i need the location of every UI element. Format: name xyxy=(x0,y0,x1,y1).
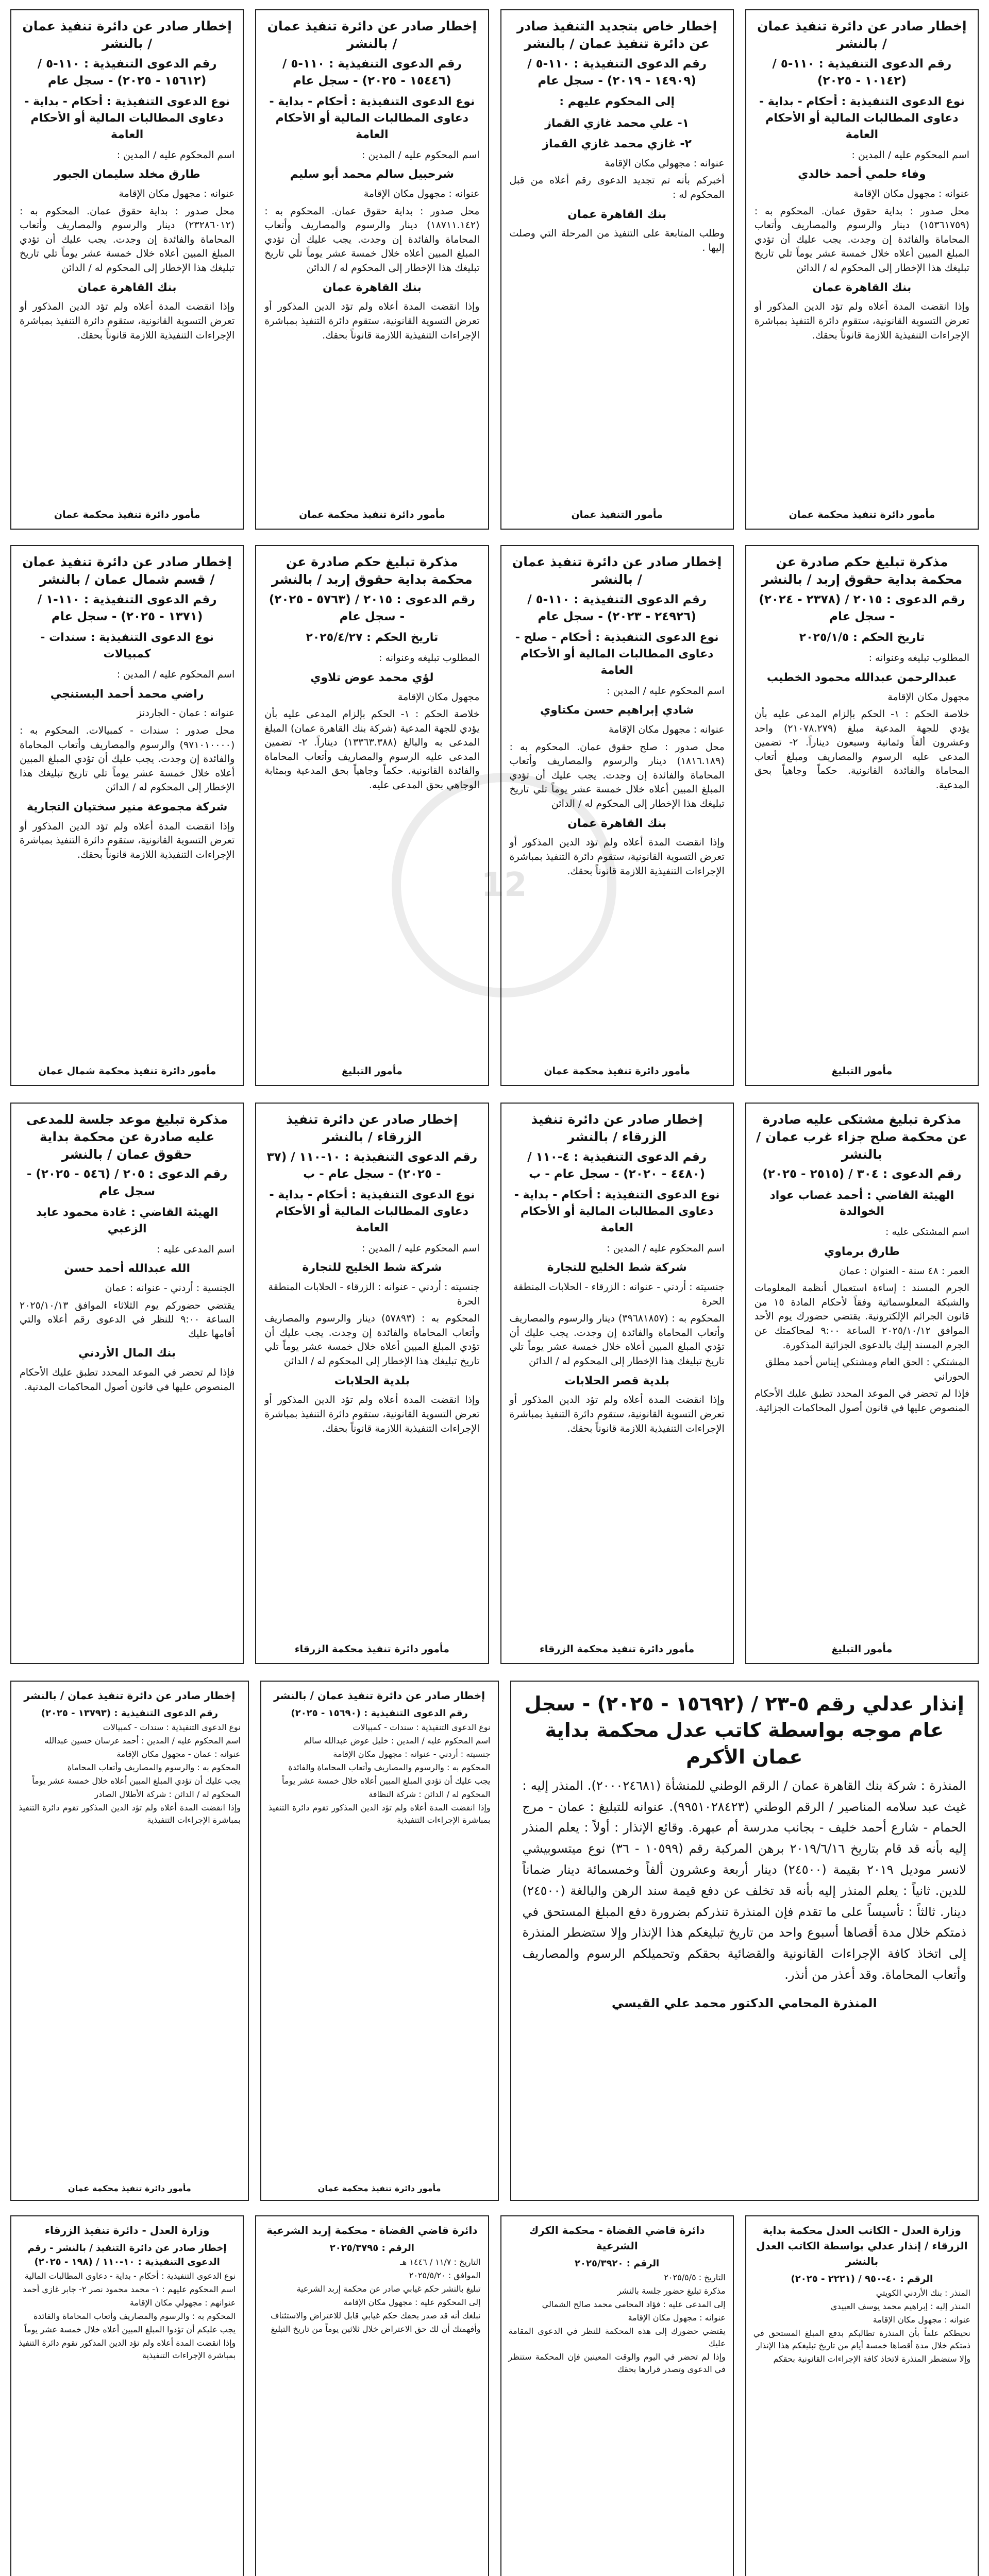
defendant-name: عبدالرحمن عبدالله محمود الخطيب xyxy=(766,671,957,684)
legal-warning-signature: المنذرة المحامي الدكتور محمد علي القيسي xyxy=(611,1995,877,2010)
notice-row-5 xyxy=(10,2215,979,2576)
notice-row-2 xyxy=(10,545,979,1086)
notice-warning: فإذا لم تحضر في الموعد المحدد تطبق عليك الأحكام المنصوص عليها في قانون أصول المحاكمات المدنية. xyxy=(20,1367,235,1393)
defendant-name: شادي إبراهيم حسن مكتاوي xyxy=(540,704,694,717)
notice-title: دائرة قاضي القضاة - محكمة إربد الشرعية xyxy=(266,2224,478,2236)
notice-line: وإذا انقضت المدة أعلاه ولم تؤد الدين المذكور تقوم دائرة التنفيذ بمباشرة الإجراءات التنفيذية xyxy=(268,1803,491,1825)
legal-warning-body: المنذرة : شركة بنك القاهرة عمان / الرقم الوطني للمنشأة (٢٠٠٠٢٤٦٨١). المنذر إليه : غيث عبد سلامه المناصير / الرقم الوطني (٩٩٥١٠٢٨٤٢٣). عنوانه للتبليغ : عمان - مرج الحمام - شارع أحمد خليف - بجانب مدرسة أم عبهرة. وقائع الإنذار : أولاً : يعلم المنذر إليه بأنه قد قام بتاريخ ٢٠١٩/٦/١٦ برهن المركبة رقم (١٠٥٩٩ - ٣٦) نوع ميتسوبيشي لانسر موديل ٢٠١٩ بقيمة (٢٤٥٠٠) دينار أربعة وعشرون ألفاً وخمسمائة دينار ضماناً للدين. ثانياً : يعلم المنذر إليه بأنه قد تخلف عن دفع قيمة سند الرهن والبالغة (٢٤٥٠٠) دينار. ثالثاً : تأسيساً على ما تقدم فإن المنذرة تنذركم بضرورة دفع المبلغ المستحق في ذمتكم خلال مدة أقصاها أسبوع واحد من تاريخ تبليغكم هذا الإنذار وإلا ستضطر المنذرة إلى اتخاذ كافة الإجراءات القانونية والقضائية بحقكم وتحميلكم الرسوم والمصاريف وأتعاب المحاماة. وقد أعذر من أنذر. xyxy=(522,1778,967,1982)
case-type: نوع الدعوى التنفيذية : أحكام - بداية - دعاوى المطالبات المالية أو الأحكام العامة xyxy=(514,1189,720,1234)
notice-card xyxy=(255,9,489,530)
notice-warning: وإذا انقضت المدة أعلاه ولم تؤد الدين المذكور أو تعرض التسوية القانونية، ستقوم دائرة التنفيذ بمباشرة الإجراءات التنفيذية اللازمة قانوناً بحقك. xyxy=(509,837,725,877)
notice-footer: مأمور دائرة تنفيذ محكمة عمان xyxy=(789,509,935,521)
judgment-date: تاريخ الحكم : ٢٠٢٥/٤/٢٧ xyxy=(306,631,439,645)
defendant-address: عنوانه : مجهولي مكان الإقامة xyxy=(605,157,725,169)
notice-line: إلى المحكوم عليه : مجهول مكان الإقامة xyxy=(343,2297,481,2307)
notice-line: وإلا ستضطر المنذرة لاتخاذ كافة الإجراءات القانونية بحقكم xyxy=(773,2354,970,2364)
defendant-label: المطلوب تبليغه وعنوانه : xyxy=(379,652,480,664)
notice-title: إخطار صادر عن دائرة تنفيذ الزرقاء / بالنشر xyxy=(531,1112,703,1144)
notice-body: الجرم المسند : إساءة استعمال أنظمة المعلومات والشبكة المعلوسماتية وفقاً لأحكام المادة ١٥ من قانون الجرائم الإلكترونية. يقتضي حضورك يوم الأحد الموافق ٢٠٢٥/١٠/١٢ الساعة ٩:٠٠ لمحاكمتك عن الجرم المسند إليك بالدعوى الجزائية المذكورة. xyxy=(754,1282,969,1351)
watermark-seal: 12 xyxy=(392,773,616,997)
notice-line: يجب عليكم أن تؤدوا المبلغ المبين أعلاه خلال خمسة عشر يوماً xyxy=(24,2325,236,2334)
notice-line: التاريخ : ١١/٧ / ١٤٤٦ هـ xyxy=(400,2257,481,2267)
notice-body: أخبركم بأنه تم تجديد الدعوى رقم أعلاه من قبل المحكوم له : xyxy=(509,175,725,200)
notice-body: محل صدور : بداية حقوق عمان. المحكوم به : (١٨٧١١.١٤٢) دينار والرسوم والمصاريف وأتعاب المحاماة والفائدة إن وجدت. يجب عليك أن تؤدي المبلغ المبين أعلاه خلال خمسة عشر يوماً تلي تاريخ تبليغك هذا الإخطار إلى المحكوم له / الدائن xyxy=(264,205,480,274)
notice-line: المحكوم به : والرسوم والمصاريف وأتعاب المحاماة والفائدة xyxy=(288,1762,491,1772)
notice-warning: وإذا انقضت المدة أعلاه ولم تؤد الدين المذكور أو تعرض التسوية القانونية، ستقوم دائرة التنفيذ بمباشرة الإجراءات التنفيذية اللازمة قانوناً بحقك. xyxy=(509,1394,725,1434)
notice-footer: مأمور دائرة تنفيذ محكمة عمان xyxy=(54,509,200,521)
defendant-address: مجهول مكان الإقامة xyxy=(397,691,480,703)
notice-footer: مأمور دائرة تنفيذ محكمة شمال عمان xyxy=(38,1065,216,1077)
defendant-label: اسم المحكوم عليه / المدين : xyxy=(361,1242,480,1254)
notice-row-4 xyxy=(10,1681,979,2201)
notice-card xyxy=(10,1103,244,1664)
defendant-address: جنسيته : أردني - عنوانه : الزرقاء - الحلابات المنطقة الحرة xyxy=(268,1281,480,1307)
notice-footer: مأمور التبليغ xyxy=(341,1065,403,1077)
notice-title: وزارة العدل - الكاتب العدل محكمة بداية الزرقاء / إنذار عدلي بواسطة الكاتب العدل بالنشر xyxy=(756,2224,968,2267)
notice-title: مذكرة تبليغ حكم صادرة عن محكمة بداية حقوق إربد / بالنشر xyxy=(272,554,473,587)
defendant-label: اسم المدعى عليه : xyxy=(157,1243,235,1255)
defendant-label: اسم المحكوم عليه / المدين : xyxy=(851,149,969,161)
notice-body: يقتضي حضوركم يوم الثلاثاء الموافق ٢٠٢٥/١٠/١٣ الساعة ٩:٠٠ للنظر في الدعوى رقم أعلاه والتي أقامها عليك xyxy=(20,1299,235,1340)
notice-line: نوع الدعوى التنفيذية : أحكام - بداية - دعاوى المطالبات المالية xyxy=(24,2271,236,2281)
notice-line: يجب عليك أن تؤدي المبلغ المبين أعلاه خلال خمسة عشر يوماً xyxy=(32,1776,241,1786)
defendant-name: الله عبدالله أحمد حسن xyxy=(64,1262,191,1276)
case-type: نوع الدعوى التنفيذية : أحكام - بداية - دعاوى المطالبات المالية أو الأحكام العامة xyxy=(759,95,965,141)
case-type: نوع الدعوى التنفيذية : سندات - كمبيالات xyxy=(40,631,214,661)
notice-line: وإذا انقضت المدة أعلاه ولم تؤد الدين المذكور تقوم دائرة التنفيذ بمباشرة الإجراءات التنفيذية xyxy=(19,2338,236,2360)
notice-card xyxy=(10,545,244,1086)
case-type: نوع الدعوى التنفيذية : أحكام - بداية - دعاوى المطالبات المالية أو الأحكام العامة xyxy=(269,1189,475,1234)
notice-warning: وإذا انقضت المدة أعلاه ولم تؤد الدين المذكور أو تعرض التسوية القانونية، ستقوم دائرة التنفيذ بمباشرة الإجراءات التنفيذية اللازمة قانوناً بحقك. xyxy=(20,820,235,860)
creditor-name: بنك القاهرة عمان xyxy=(323,281,422,294)
notice-footer: مأمور التبليغ xyxy=(831,1065,893,1077)
notice-body: محل صدور : بداية حقوق عمان. المحكوم به : (١٥٣٦١٧٥٩) دينار والرسوم والمصاريف وأتعاب المحاماة والفائدة إن وجدت. يجب عليك أن تؤدي المبلغ المبين أعلاه خلال خمسة عشر يوماً تلي تاريخ تبليغك هذا الإخطار إلى المحكوم له / الدائن xyxy=(754,205,969,274)
notice-footer: مأمور التنفيذ عمان xyxy=(571,509,663,521)
notice-title: إخطار صادر عن دائرة تنفيذ عمان / قسم شمال عمان / بالنشر xyxy=(22,554,232,587)
case-number: رقم الدعوى : ٢٠١٥ / (٥٧٦٣ - ٢٠٢٥) - سجل عام xyxy=(269,592,475,623)
case-type: نوع الدعوى التنفيذية : أحكام - بداية - دعاوى المطالبات المالية أو الأحكام العامة xyxy=(24,95,230,141)
notice-warning: فإذا لم تحضر في الموعد المحدد تطبق عليك الأحكام المنصوص عليها في قانون أصول المحاكمات الجزائية. xyxy=(754,1388,969,1414)
notice-card xyxy=(255,1103,489,1664)
defendant-name: طارق مخلد سليمان الجبور xyxy=(54,168,200,181)
creditor-name: بنك القاهرة عمان xyxy=(812,281,912,294)
notice-card xyxy=(255,2215,489,2576)
notice-warning: وإذا انقضت المدة أعلاه ولم تؤد الدين المذكور أو تعرض التسوية القانونية، ستقوم دائرة التنفيذ بمباشرة الإجراءات التنفيذية اللازمة قانوناً بحقك. xyxy=(20,301,235,341)
notice-footer: مأمور دائرة تنفيذ محكمة عمان xyxy=(68,2183,191,2193)
case-type: نوع الدعوى التنفيذية : أحكام - بداية - دعاوى المطالبات المالية أو الأحكام العامة xyxy=(269,95,475,141)
notice-body: المحكوم به : (٣٩٦٨١٨٥٧) دينار والرسوم والمصاريف وأتعاب المحاماة والفائدة إن وجدت. يجب عليك أن تؤدي المبلغ المبين أعلاه خلال خمسة عشر يوماً تلي تاريخ تبليغك هذا الإخطار إلى المحكوم له / الدائن xyxy=(509,1313,725,1367)
judgment-date: تاريخ الحكم : ٢٠٢٥/١/٥ xyxy=(799,631,925,645)
complainant: المشتكي : الحق العام ومشتكي إيناس أحمد مطلق الحوراني xyxy=(765,1357,969,1382)
notice-title: إخطار صادر عن دائرة تنفيذ عمان / بالنشر xyxy=(22,19,232,51)
notice-footer: مأمور دائرة تنفيذ محكمة عمان xyxy=(544,1065,690,1077)
defendant-address: عنوانه : مجهول مكان الإقامة xyxy=(853,188,969,200)
notice-card xyxy=(500,1103,734,1664)
notice-row-3 xyxy=(10,1103,979,1664)
notice-body: خلاصة الحكم : ١- الحكم بإلزام المدعى عليه بأن يؤدي للجهة المدعية (شركة بنك القاهرة عمان) المبلغ المدعى به والبالغ (١٣٣٦٣.٣٨٨) ديناراً. ٢- تضمين المدعى عليه الرسوم والمصاريف وأتعاب المحاماة والفائدة القانونية. حكماً وجاهياً بحق المدعية وبمثابة الوجاهي بحق المدعى عليه. xyxy=(264,708,480,791)
notice-card xyxy=(500,545,734,1086)
notice-title: إخطار صادر عن دائرة تنفيذ عمان / بالنشر xyxy=(267,19,477,51)
defendant-label: المطلوب تبليغه وعنوانه : xyxy=(868,652,969,664)
creditor-name: شركة مجموعة منير سختيان التجارية xyxy=(26,800,228,814)
defendant-name: ١- علي محمد غازي القماز xyxy=(545,117,690,130)
creditor-name: بنك المال الأردني xyxy=(78,1347,176,1360)
case-number: رقم الدعوى التنفيذية : (١٥٦٩٠ - ٢٠٢٥) xyxy=(291,1708,468,1719)
defendant-label: اسم المحكوم عليه / المدين : xyxy=(361,149,480,161)
case-number: رقم الدعوى التنفيذية : ١١٠-١ / (١٣٧١ - ٢٠٢٥) - سجل عام xyxy=(37,592,217,623)
notice-title: إخطار صادر عن دائرة تنفيذ عمان / بالنشر xyxy=(757,19,967,51)
case-number: رقم الدعوى التنفيذية : ١١٠-٥ / (٢٤٩٢٦ - ٢٠٢٣) - سجل عام xyxy=(527,592,707,623)
defendant-label: اسم المحكوم عليه / المدين : xyxy=(607,1242,725,1254)
notice-title: إخطار صادر عن دائرة تنفيذ الزرقاء / بالنشر xyxy=(286,1112,458,1144)
case-number: رقم الدعوى التنفيذية : ٤-١١٠ / (٤٤٨٠ - ٢٠٢٠) - سجل عام - ب xyxy=(527,1150,707,1181)
case-number: رقم الدعوى التنفيذية : ١١٠-٥ / (١٥٤٤٦ - ٢٠٢٥) - سجل عام xyxy=(282,57,462,88)
judge-name: الهيئة القاضي : أحمد غصاب عواد الخوالدة xyxy=(769,1189,954,1218)
defendant-name: شركة شط الخليج للتجارة xyxy=(547,1261,687,1275)
notice-title: إخطار صادر عن دائرة تنفيذ عمان / بالنشر xyxy=(512,554,722,587)
notice-warning: وإذا انقضت المدة أعلاه ولم تؤد الدين المذكور أو تعرض التسوية القانونية، ستقوم دائرة التنفيذ بمباشرة الإجراءات التنفيذية اللازمة قانوناً بحقك. xyxy=(754,301,969,341)
defendant-label: اسم المحكوم عليه / المدين : xyxy=(116,668,235,680)
notice-line: المحكوم له / الدائن : شركة النظافة xyxy=(368,1789,491,1799)
case-number: الرقم : ٢٠٢٥/٣٧٩٥ xyxy=(329,2243,414,2253)
notice-line: مذكرة تبليغ حضور جلسة بالنشر xyxy=(617,2286,726,2296)
defendant-name: راضي محمد أحمد البستنجي xyxy=(50,687,204,701)
notice-title: إخطار صادر عن دائرة تنفيذ عمان / بالنشر xyxy=(24,1689,236,1702)
case-number: رقم الدعوى : ٢٠١٥ / (٢٣٧٨ - ٢٠٢٤) - سجل عام xyxy=(759,592,965,623)
defendant-address: عنوانه : مجهول مكان الإقامة xyxy=(608,724,725,736)
notice-line: نوع الدعوى التنفيذية : سندات - كمبيالات xyxy=(353,1722,491,1732)
notice-line: جنسيته : أردني - عنوانه : مجهول مكان الإقامة xyxy=(333,1749,491,1759)
defendant-address: عنوانه : مجهول مكان الإقامة xyxy=(363,188,480,200)
case-number: رقم الدعوى التنفيذية : (١٣٧٩٣ - ٢٠٢٥) xyxy=(41,1708,219,1719)
notice-title: دائرة قاضي القضاة - محكمة الكرك الشرعية xyxy=(529,2224,705,2252)
notice-line: عنوانهم : مجهولي مكان الإقامة xyxy=(129,2298,236,2308)
notice-line: يجب عليك أن تؤدي المبلغ المبين أعلاه خلال خمسة عشر يوماً xyxy=(282,1776,491,1786)
notice-footer: مأمور دائرة تنفيذ محكمة الزرقاء xyxy=(294,1643,449,1655)
defendant-name: طارق برماوي xyxy=(824,1245,900,1258)
defendant-label: اسم المحكوم عليه / المدين : xyxy=(607,685,725,697)
notice-title: مذكرة تبليغ مشتكى عليه صادرة عن محكمة صلح جزاء غرب عمان / بالنشر xyxy=(756,1112,968,1162)
notice-card xyxy=(745,2215,979,2576)
notice-footer: مأمور دائرة تنفيذ محكمة الزرقاء xyxy=(540,1643,695,1655)
notice-body: محل صدور : سندات - كمبيالات. المحكوم به : (٩٧١٠١٠٠٠٠) والرسوم والمصاريف وأتعاب المحاماة والفائدة إن وجدت. يجب عليك أن تؤدي المبلغ المبين أعلاه خلال خمسة عشر يوماً تلي تاريخ تبليغك هذا الإخطار إلى المحكوم له / الدائن xyxy=(20,724,235,793)
notice-card xyxy=(10,2215,244,2576)
case-type: إلى المحكوم عليهم : xyxy=(559,95,675,109)
case-number: رقم الدعوى التنفيذية : ١٠-١١٠ / (٣٧ - ٢٠٢٥) - سجل عام - ب xyxy=(266,1150,478,1181)
notice-line: وإذا لم تحضر في اليوم والوقت المعينين فإن المحكمة ستنظر في الدعوى وتصدر قرارها بحقك xyxy=(508,2352,726,2374)
notice-line: المنذر : بنك الأردني الكويتي xyxy=(876,2288,970,2298)
notice-card xyxy=(500,9,734,530)
creditor-name: بلدية قصر الحلابات xyxy=(564,1374,669,1387)
notice-line: نبلغك أنه قد صدر بحقك حكم غيابي قابل للاعتراض والاستئناف xyxy=(270,2311,481,2320)
defendant-address: جنسيته : أردني - عنوانه : الزرقاء - الحلابات المنطقة الحرة xyxy=(513,1281,725,1307)
creditor-name: بلدية الحلابات xyxy=(334,1374,410,1387)
defendant-address: عنوانه : عمان - الجاردنز xyxy=(137,707,235,719)
notice-body: خلاصة الحكم : ١- الحكم بإلزام المدعى عليه بأن يؤدي للجهة المدعية مبلغ (٢١٠٧٨.٢٧٩) واحد وعشرون ألفاً وثمانية وسبعون ديناراً. ٢- تضمين المدعى عليه الرسوم والمصاريف ومبلغ أتعاب المحاماة والفائدة القانونية. حكماً وجاهياً بحق المدعية. xyxy=(754,708,970,791)
notice-line: المحكوم به : والرسوم والمصاريف وأتعاب المحاماة والفائدة xyxy=(33,2311,236,2321)
case-number: رقم الدعوى التنفيذية : ١١٠-٥ / (١٤٩٠٩ - ٢٠١٩) - سجل عام xyxy=(527,57,707,88)
notice-line: نوع الدعوى التنفيذية : سندات - كمبيالات xyxy=(103,1722,241,1732)
notice-footer: مأمور دائرة تنفيذ محكمة عمان xyxy=(299,509,445,521)
defendant-name: شرحبيل سالم محمد أبو سليم xyxy=(290,168,454,181)
defendant-address: عنوانه : مجهول مكان الإقامة xyxy=(119,188,235,200)
notice-body: محل صدور : صلح حقوق عمان. المحكوم به : (١٨١٦.١٨٩) دينار والرسوم والمصاريف وأتعاب المحاماة والفائدة إن وجدت. يجب عليك أن تؤدي المبلغ المبين أعلاه خلال خمسة عشر يوماً تلي تاريخ تبليغك هذا الإخطار إلى المحكوم له / الدائن xyxy=(509,741,725,810)
notice-line: اسم المحكوم عليهم : ١- محمد محمود نصر ٢- جابر غازي أحمد xyxy=(23,2284,236,2294)
defendant-name: وفاء حلمي أحمد خالدي xyxy=(798,168,926,181)
notice-line: اسم المحكوم عليه / المدين : خليل عوض عبدالله سالم xyxy=(304,1736,491,1745)
notice-warning: وإذا انقضت المدة أعلاه ولم تؤد الدين المذكور أو تعرض التسوية القانونية، ستقوم دائرة التنفيذ بمباشرة الإجراءات التنفيذية اللازمة قانوناً بحقك. xyxy=(264,1394,480,1434)
notice-card xyxy=(745,1103,979,1664)
notice-card xyxy=(500,2215,734,2576)
notice-body: محل صدور : بداية حقوق عمان. المحكوم به : (٢٣٢٨٦٠١٢) دينار والرسوم والمصاريف وأتعاب المحاماة والفائدة إن وجدت. يجب عليك أن تؤدي المبلغ المبين أعلاه خلال خمسة عشر يوماً تلي تاريخ تبليغك هذا الإخطار إلى المحكوم له / الدائن xyxy=(20,205,235,274)
notice-line: وأفهمتك أن لك حق الاعتراض خلال ثلاثين يوماً من تاريخ التبليغ xyxy=(271,2324,481,2334)
defendant-label: اسم المشتكى عليه : xyxy=(885,1226,969,1238)
notice-line: المحكوم به : والرسوم والمصاريف وأتعاب المحاماة xyxy=(67,1762,241,1772)
notice-title: إخطار خاص بتجديد التنفيذ صادر عن دائرة تنفيذ عمان / بالنشر xyxy=(517,19,717,51)
legal-warning-notice xyxy=(510,1681,979,2201)
notice-line: الموافق : ٢٠٢٥/٥/٢٠ xyxy=(409,2270,481,2280)
case-number: الرقم : ٤٠-٩٥٠ / (٢٢٢١ - ٢٠٢٥) xyxy=(791,2274,933,2284)
notice-warning: وطلب المتابعة على التنفيذ من المرحلة التي وصلت إليها . xyxy=(509,228,725,253)
notice-card xyxy=(255,545,489,1086)
notice-line: اسم المحكوم عليه / المدين : أحمد عرسان حسين عبدالله xyxy=(44,1736,241,1745)
legal-warning-title: إنذار عدلي رقم ٥-٢٣ / (١٥٦٩٢ - ٢٠٢٥) - سجل عام موجه بواسطة كاتب عدل محكمة بداية عمان الأكرم xyxy=(524,1692,964,1768)
notice-card xyxy=(10,1681,249,2201)
notice-line: التاريخ : ٢٠٢٥/٥/٥ xyxy=(664,2273,726,2282)
defendant-address: الجنسية : أردني - عنوانه : عمان xyxy=(105,1282,235,1294)
notice-line: المنذر إليه : إبراهيم محمد يوسف العبيدي xyxy=(830,2301,970,2311)
case-number: رقم الدعوى التنفيذية : ١١٠-٥ / (١٥٦١٢ - ٢٠٢٥) - سجل عام xyxy=(37,57,217,88)
case-number: الرقم : ٢٠٢٥/٣٩٢٠ xyxy=(575,2258,660,2269)
notice-line: إلى المدعى عليه : فؤاد المحامي محمد صالح الشمالي xyxy=(542,2299,726,2309)
defendant-address: العمر : ٤٨ سنة - العنوان : عمان xyxy=(839,1265,969,1277)
notice-footer: مأمور دائرة تنفيذ محكمة عمان xyxy=(317,2183,441,2193)
defendant-name: شركة شط الخليج للتجارة xyxy=(302,1261,442,1275)
notice-title: مذكرة تبليغ حكم صادرة عن محكمة بداية حقوق إربد / بالنشر xyxy=(761,554,963,587)
case-number: إخطار صادر عن دائرة التنفيذ / بالنشر - رقم الدعوى التنفيذية : ١٠-١١٠ / (١٩٨ - ٢٠٢٥) xyxy=(27,2243,227,2267)
case-type: نوع الدعوى التنفيذية : أحكام - صلح - دعاوى المطالبات المالية أو الأحكام العامة xyxy=(515,631,719,677)
notice-row-1 xyxy=(10,9,979,530)
notice-warning: وإذا انقضت المدة أعلاه ولم تؤد الدين المذكور أو تعرض التسوية القانونية، ستقوم دائرة التنفيذ بمباشرة الإجراءات التنفيذية اللازمة قانوناً بحقك. xyxy=(264,301,480,341)
defendant-name: لؤي محمد عوض تلاوي xyxy=(310,671,434,684)
notice-line: يقتضي حضورك إلى هذه المحكمة للنظر في الدعوى المقامة عليك xyxy=(508,2326,726,2348)
creditor-name: بنك القاهرة عمان xyxy=(77,281,177,294)
notice-footer: مأمور التبليغ xyxy=(831,1643,893,1655)
notice-card xyxy=(745,545,979,1086)
case-number: رقم الدعوى التنفيذية : ١١٠-٥ / (١٠١٤٢ - ٢٠٢٥) xyxy=(772,57,952,88)
notice-card xyxy=(260,1681,499,2201)
defendant-name: ٢- غازي محمد غازي القماز xyxy=(542,137,692,150)
case-number: رقم الدعوى : ٢٠٥ / (٥٤٦ - ٢٠٢٥) - سجل عام xyxy=(26,1167,228,1198)
notice-title: إخطار صادر عن دائرة تنفيذ عمان / بالنشر xyxy=(274,1689,485,1702)
defendant-label: اسم المحكوم عليه / المدين : xyxy=(116,149,235,161)
notice-line: وإذا انقضت المدة أعلاه ولم تؤد الدين المذكور تقوم دائرة التنفيذ بمباشرة الإجراءات التنفيذية xyxy=(19,1803,241,1825)
creditor-name: بنك القاهرة عمان xyxy=(567,817,666,830)
case-number: رقم الدعوى : ٣٠٤ / (٢٥١٥ - ٢٠٢٥) xyxy=(762,1167,962,1181)
notice-title: مذكرة تبليغ موعد جلسة للمدعى عليه صادرة عن محكمة بداية حقوق عمان / بالنشر xyxy=(26,1112,228,1162)
creditor-name: بنك القاهرة عمان xyxy=(567,208,666,221)
notice-card xyxy=(745,9,979,530)
defendant-address: مجهول مكان الإقامة xyxy=(887,691,969,703)
notice-line: تبليغ بالنشر حكم غيابي صادر عن محكمة إربد الشرعية xyxy=(296,2284,481,2294)
notice-card xyxy=(10,9,244,530)
notice-line: عنوانه : عمان - مجهول مكان الإقامة xyxy=(116,1749,241,1759)
judge-name: الهيئة القاضي : غادة محمود عايد الزعبي xyxy=(36,1206,219,1235)
notice-line: المحكوم له / الدائن : شركة الأطلال الصادر xyxy=(94,1789,241,1799)
notice-body: المحكوم به : (٥٧٨٩٣) دينار والرسوم والمصاريف وأتعاب المحاماة والفائدة إن وجدت. يجب عليك أن تؤدي المبلغ المبين أعلاه خلال خمسة عشر يوماً تلي تاريخ تبليغك هذا الإخطار إلى المحكوم له / الدائن xyxy=(264,1313,480,1367)
notice-title: وزارة العدل - دائرة تنفيذ الزرقاء xyxy=(44,2224,210,2236)
notice-line: عنوانه : مجهول مكان الإقامة xyxy=(873,2315,970,2325)
notice-line: عنوانه : مجهول مكان الإقامة xyxy=(628,2313,726,2323)
notice-line: نحيطكم علماً بأن المنذرة تطالبكم بدفع المبلغ المستحق في ذمتكم خلال مدة أقصاها خمسة أيام من تاريخ تبليغكم هذا الإنذار xyxy=(753,2328,970,2350)
